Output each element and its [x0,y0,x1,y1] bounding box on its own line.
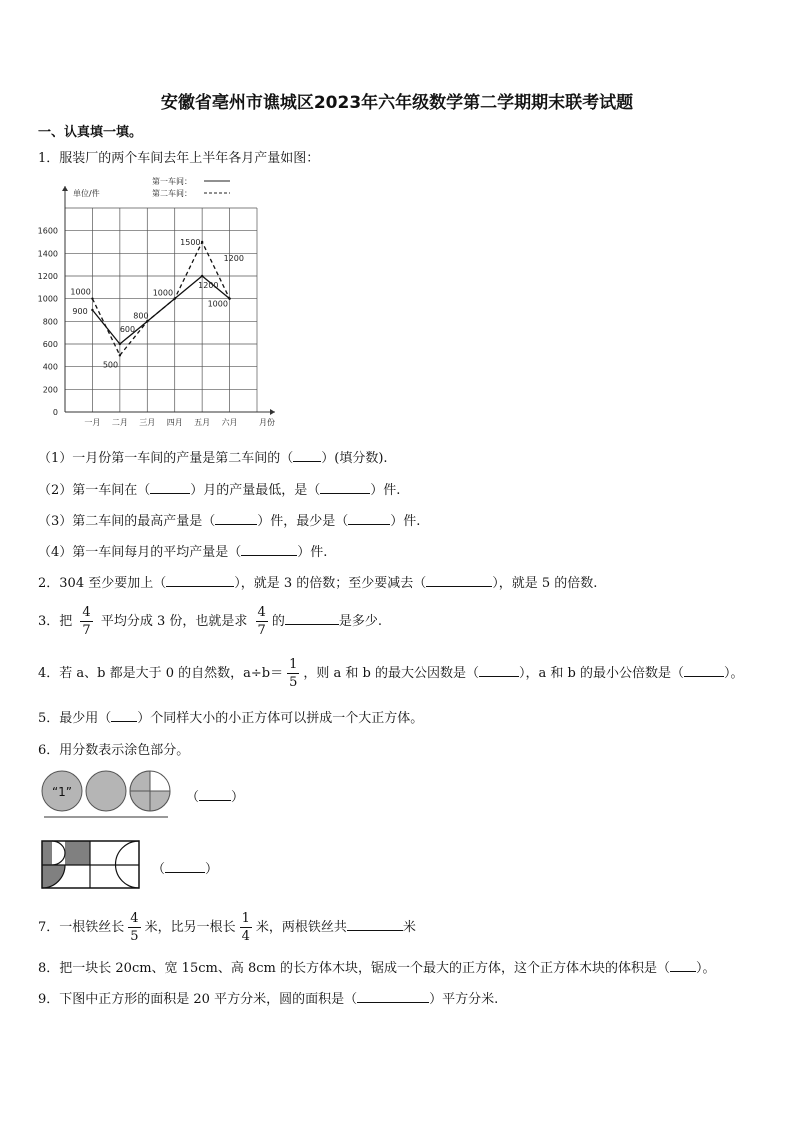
question-3: 3．把 $\frac{4}{7}$ 平均分成 3 份，也就是求 $\frac{4}{7}$ 的 是多少. [38,605,382,638]
question-1-part-2: （2）第一车间在（ ）月的产量最低，是（ ）件. [38,483,401,498]
shaded-quarter [130,791,150,811]
data-point [119,343,121,345]
question-9: 9．下图中正方形的面积是 20 平方分米，圆的面积是（ ）平方分米. [38,992,499,1007]
shaded-top-middle [65,841,90,865]
data-point [146,320,148,322]
data-point [228,297,230,299]
x-tick-label: 二月 [111,418,128,427]
y-tick-label: 1200 [37,272,58,281]
answer-blank[interactable] [320,481,370,494]
fraction: $\frac{1}{5}$ [289,657,298,690]
y-tick-label: 1000 [37,294,58,304]
y-tick-label: 1400 [37,249,58,259]
answer-blank[interactable] [347,918,403,931]
fraction: $\frac{1}{4}$ [241,911,250,944]
data-label: 900 [72,307,88,316]
y-tick-label: 1600 [37,226,58,236]
section-heading: 一、认真填一填。 [38,125,143,140]
answer-blank[interactable] [293,449,321,462]
legend-label: 第一车间： [152,177,192,186]
answer-blank[interactable] [479,664,519,677]
shaded-circles-figure [36,766,181,820]
data-point [119,354,121,356]
answer-blank[interactable] [348,512,390,525]
data-label: 600 [119,325,136,334]
answer-blank[interactable] [426,574,492,587]
question-1-part-3: （3）第二车间的最高产量是（ ）件，最少是（ ）件. [38,514,421,529]
fraction: $\frac{4}{7}$ [82,605,91,638]
unit-circle-label: “1” [51,785,73,799]
y-axis-label: 单位/件 [73,189,100,198]
answer-blank[interactable] [357,990,429,1003]
x-tick-label: 三月 [139,418,156,427]
y-tick-label: 800 [42,317,58,327]
data-point [91,297,93,299]
production-line-chart [30,172,290,432]
y-tick-label: 200 [42,385,58,395]
page-title: 安徽省亳州市谯城区2023年六年级数学第二学期期末联考试题 [160,93,634,113]
x-tick-label: 四月 [166,418,183,427]
data-label: 1500 [180,238,201,247]
data-label: 800 [133,311,149,321]
x-tick-label: 一月 [84,418,101,427]
question-6-answer-2: （ ） [152,862,219,877]
data-label: 1000 [70,287,91,297]
answer-blank[interactable] [111,709,137,722]
question-7: 7．一根铁丝长 $\frac{4}{5}$ 米，比另一根长 $\frac{1}{4}$ 米，两根铁丝共 米 [38,911,416,944]
question-1-part-1: （1）一月份第一车间的产量是第二车间的（ ）(填分数). [38,451,388,466]
fraction: $\frac{4}{5}$ [130,911,139,944]
data-label: 1000 [152,288,174,298]
x-tick-label: 六月 [221,418,238,427]
question-4: 4．若 a、b 都是大于 0 的自然数，a÷b＝ $\frac{1}{5}$ ，则 a 和 b 的最大公因数是（ ），a 和 b 的最小公倍数是（ ）。 [38,657,744,690]
shaded-quarter [130,771,150,791]
data-label: 1200 [198,281,219,290]
answer-blank[interactable] [684,664,724,677]
question-5: 5．最少用（ ）个同样大小的小正方体可以拼成一个大正方体。 [38,711,424,726]
question-2: 2．304 至少要加上（ ），就是 3 的倍数；至少要减去（ ），就是 5 的倍数. [38,576,598,591]
fraction: $\frac{4}{7}$ [257,605,266,638]
y-tick-label: 0 [52,408,58,417]
answer-blank[interactable] [215,512,257,525]
white-semicircle [52,841,65,865]
answer-blank[interactable] [166,574,234,587]
x-axis-arrow [270,409,275,415]
shaded-rectangle-figure [38,838,144,892]
data-label: 1200 [223,254,244,263]
question-8: 8．把一块长 20cm、宽 15cm、高 8cm 的长方体木块，锯成一个最大的正方体，这个正方体木块的体积是（ ）。 [38,961,716,976]
data-label: 1000 [207,299,228,309]
data-point [91,309,93,311]
x-tick-label: 五月 [194,418,211,427]
question-1-part-4: （4）第一车间每月的平均产量是（ ）件. [38,545,328,560]
answer-blank[interactable] [165,860,205,873]
answer-blank[interactable] [670,959,696,972]
question-6-answer-1: （ ） [186,790,245,805]
data-point [201,275,203,277]
y-tick-label: 400 [42,362,58,372]
question-6-stem: 6．用分数表示涂色部分。 [38,743,190,758]
y-tick-label: 600 [42,340,58,349]
shaded-quarter [150,791,170,811]
y-axis-arrow [62,186,68,191]
answer-blank[interactable] [241,543,297,556]
question-1-stem: 1．服装厂的两个车间去年上半年各月产量如图： [38,151,320,166]
x-axis-label: 月份 [259,418,275,427]
data-label: 500 [102,360,119,370]
answer-blank[interactable] [199,788,231,801]
answer-blank[interactable] [285,612,339,625]
legend-label: 第二车间： [152,189,192,198]
data-point [201,241,203,243]
answer-blank[interactable] [150,481,190,494]
shaded-circle-full [86,771,126,811]
data-point [174,297,176,299]
